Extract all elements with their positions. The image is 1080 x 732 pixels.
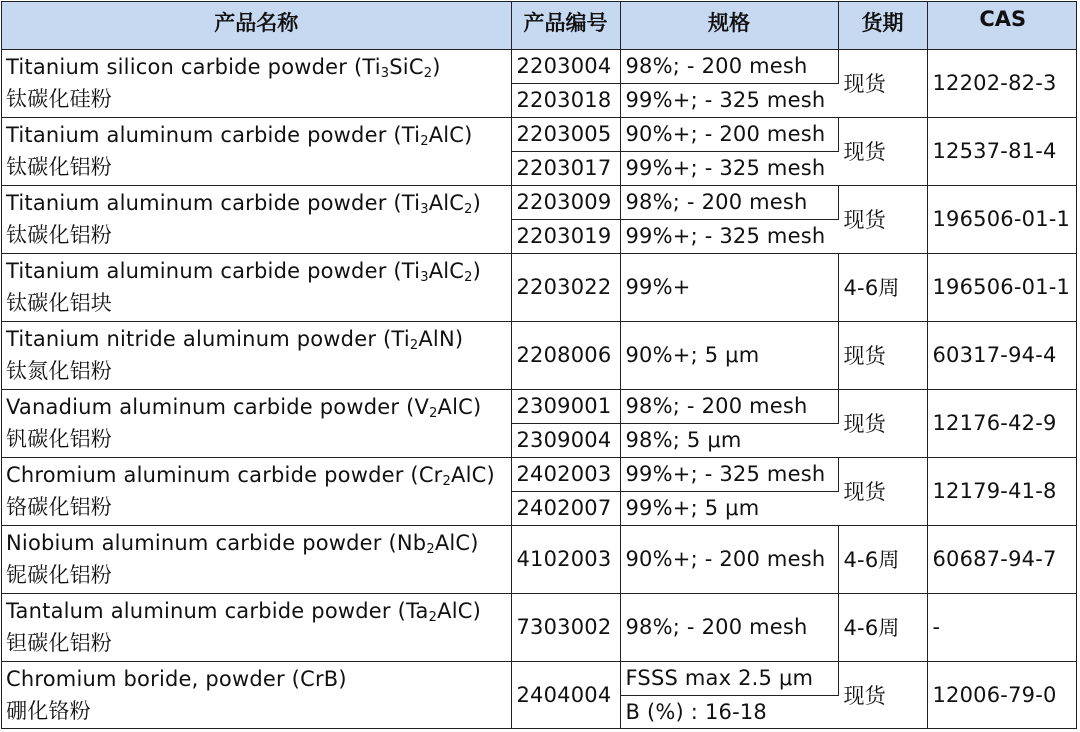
product-table-frame [1,1,1077,729]
spec-cell: 90%+; - 200 mesh [620,525,838,593]
stock-cell: 4-6周 [838,525,927,593]
product-name-en: Titanium aluminum carbide powder $(Ti_3AlC_2)$ [6,191,482,217]
product-code-cell: 2309004 [511,423,620,457]
stock-cell: 现货 [838,321,927,389]
product-code-cell: 2203018 [511,83,620,117]
cas-cell: 12202-82-3 [927,49,1077,117]
stock-cell: 现货 [838,49,927,117]
table-row [2,389,1077,423]
product-code-cell: 2203009 [511,185,620,219]
header-product-name: 产品名称 [2,2,511,49]
product-name-en: Vanadium aluminum carbide powder $(V_2AlC)$ [6,395,482,421]
spec-cell: 98%; - 200 mesh [620,49,838,83]
table-row [2,661,1077,695]
spec-cell: B (%) : 16-18 [625,700,767,725]
product-code-cell: 2203005 [511,117,620,151]
cas-cell: 12176-42-9 [927,389,1077,457]
product-name-cell [2,389,511,457]
product-code-cell: 7303002 [511,593,620,661]
product-name-cell [2,253,511,321]
stock-cell: 现货 [838,457,927,525]
product-name-zh: 钽碳化铝粉 [6,631,112,655]
product-name-zh: 钛碳化铝粉 [6,223,112,247]
spec-cell: 90%+; - 200 mesh [620,117,838,151]
table-row [2,457,1077,491]
cas-cell: - [927,593,1077,661]
cas-cell: 196506-01-1 [927,253,1077,321]
header-stock: 货期 [838,2,927,49]
table-row [2,525,1077,593]
product-code-cell: 2208006 [511,321,620,389]
spec-cell: FSSS max 2.5 μm [620,661,838,695]
product-name-zh: 钛碳化铝块 [6,291,112,315]
product-code-cell: 2402003 [511,457,620,491]
product-name-zh: 钒碳化铝粉 [6,427,112,451]
spec-cell: 99%+; - 325 mesh [620,83,838,117]
spec-cell: 98%; - 200 mesh [620,389,838,423]
table-row [2,117,1077,151]
cas-cell: 12537-81-4 [927,117,1077,185]
product-name-cell [2,117,511,185]
product-name-cell [2,593,511,661]
stock-cell: 现货 [838,117,927,185]
product-name-cell [2,185,511,253]
spec-cell: 99%+; 5 μm [620,491,838,525]
product-name-cell [2,321,511,389]
spec-cell: 99%+; - 325 mesh [620,151,838,185]
product-code-cell: 2309001 [511,389,620,423]
cas-cell: 12179-41-8 [927,457,1077,525]
product-table [2,2,1077,729]
spec-cell: 99%+; - 325 mesh [620,457,838,491]
product-name-en: Tantalum aluminum carbide powder $(Ta_2AlC)$ [6,599,481,625]
cas-cell: 60317-94-4 [927,321,1077,389]
product-code-cell: 2404004 [511,661,620,729]
product-code-cell: 2203019 [511,219,620,253]
spec-cell: 99%+ [620,253,838,321]
product-name-cell [2,457,511,525]
stock-cell: 4-6周 [838,593,927,661]
product-name-en: Titanium aluminum carbide powder $(Ti_3AlC_2)$ [6,259,482,285]
table-header-row [2,2,1077,49]
product-code-cell: 2203022 [511,253,620,321]
product-name-zh: 钛氮化铝粉 [6,359,112,383]
table-row [2,593,1077,661]
product-code-cell: 2203004 [511,49,620,83]
product-name-zh: 钛碳化硅粉 [6,87,112,111]
product-name-zh: 铌碳化铝粉 [6,563,112,587]
header-product-code: 产品编号 [511,2,620,49]
spec-cell: 98%; - 200 mesh [620,185,838,219]
product-name-en: Titanium silicon carbide powder $(Ti_3SiC_2)$ [6,55,441,81]
table-row [2,321,1077,389]
cas-cell: 196506-01-1 [927,185,1077,253]
product-name-en: Niobium aluminum carbide powder $(Nb_2AlC)$ [6,531,479,557]
table-row [2,253,1077,321]
product-name-en: Titanium aluminum carbide powder $(Ti_2AlC)$ [6,123,473,149]
header-spec: 规格 [620,2,838,49]
stock-cell: 现货 [838,185,927,253]
spec-cell: 99%+; - 325 mesh [620,219,838,253]
header-cas: CAS [927,2,1077,49]
product-code-cell: 2402007 [511,491,620,525]
spec-cell: 90%+; 5 μm [620,321,838,389]
stock-cell: 4-6周 [838,253,927,321]
cas-cell: 60687-94-7 [927,525,1077,593]
product-code-cell: 4102003 [511,525,620,593]
product-name-zh: 钛碳化铝粉 [6,155,112,179]
product-code-cell: 2203017 [511,151,620,185]
spec-cell: 98%; 5 μm [620,423,838,457]
table-row [2,185,1077,219]
stock-cell: 现货 [838,389,927,457]
product-name-en: Chromium boride, powder (CrB) [6,667,347,691]
product-name-zh: 硼化铬粉 [6,699,91,723]
product-name-zh: 铬碳化铝粉 [6,495,112,519]
table-row [2,49,1077,83]
spec-cell: 98%; - 200 mesh [620,593,838,661]
product-name-cell [2,661,511,729]
product-name-cell [2,525,511,593]
product-name-en: Titanium nitride aluminum powder $(Ti_2AlN)$ [6,327,464,353]
stock-cell: 现货 [838,661,927,729]
product-name-cell [2,49,511,117]
cas-cell: 12006-79-0 [927,661,1077,729]
product-name-en: Chromium aluminum carbide powder $(Cr_2AlC)$ [6,463,495,489]
